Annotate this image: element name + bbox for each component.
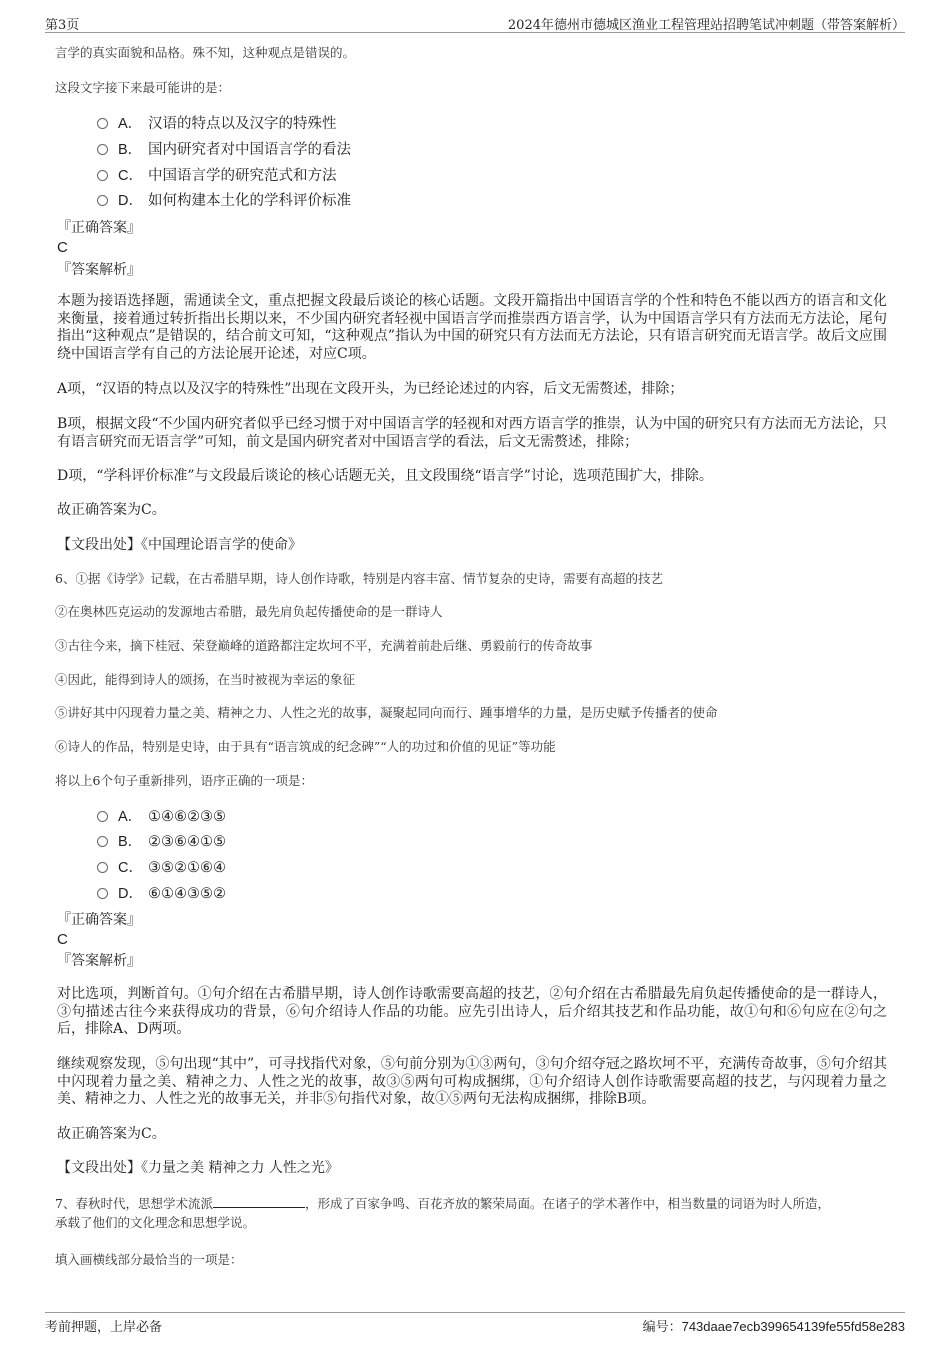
option-letter: B． — [118, 142, 143, 158]
q7-prompt: 填入画横线部分最恰当的一项是： — [55, 1252, 243, 1267]
footer-slogan: 考前押题，上岸必备 — [45, 1320, 163, 1335]
radio-icon[interactable] — [97, 888, 108, 899]
radio-icon[interactable] — [97, 862, 108, 873]
q6-option-d[interactable] — [97, 885, 226, 903]
q5-analysis-1: 本题为接语选择题，需通读全文，重点把握文段最后谈论的核心话题。文段开篇指出中国语言学的个性和特色不能以西方的语言和文化来衡量，接着通过转折指出长期以来，不少国内研究者轻视中国语言学而推崇西方语言学，认为中国语言学只有方法而无方法论，尾句指出“这种观点”是错误的，结合前文可知，“这种观点”指认为中国的研究只有方法而无方法论，只有语言研究而无语言学。故后文应围绕中国语言学有自己的方法论展开论述，对应C项。 — [57, 293, 887, 362]
q6-source: 【文段出处】《力量之美 精神之力 人性之光》 — [57, 1160, 339, 1176]
q6-prompt: 将以上6个句子重新排列，语序正确的一项是： — [55, 773, 313, 788]
q5-analysis-4: D项，“学科评价标准”与文段最后谈论的核心话题无关，且文段围绕“语言学”讨论，选项范围扩大，排除。 — [57, 468, 713, 484]
q6-sentence-2: ②在奥林匹克运动的发源地古希腊，最先肩负起传播使命的是一群诗人 — [55, 604, 443, 619]
document-title: 2024年德州市德城区渔业工程管理站招聘笔试冲刺题（带答案解析） — [507, 18, 905, 33]
page-number: 第3页 — [45, 18, 80, 33]
option-letter: D． — [118, 886, 143, 902]
q5-option-d[interactable] — [97, 192, 351, 210]
q6-sentence-5: ⑤讲好其中闪现着力量之美、精神之力、人性之光的故事，凝聚起同向而行、踵事增华的力量，是历史赋予传播者的使命 — [55, 705, 718, 720]
q5-analysis-3: B项，根据文段“不少国内研究者似乎已经习惯于对中国语言学的轻视和对西方语言学的推崇，认为中国的研究只有方法而无方法论，只有语言研究而无语言学”可知，前文是国内研究者对中国语言学的看法，后文无需赘述，排除； — [57, 416, 887, 450]
q6-sentence-3: ③古往今来，摘下桂冠、荣登巅峰的道路都注定坎坷不平，充满着前赴后继、勇毅前行的传奇故事 — [55, 638, 593, 653]
q6-option-a[interactable] — [97, 808, 226, 826]
q6-analysis-label: 『答案解析』 — [57, 953, 141, 969]
radio-icon[interactable] — [97, 144, 108, 155]
q5-stem-tail: 言学的真实面貌和品格。殊不知，这种观点是错误的。 — [55, 45, 356, 60]
q5-analysis-2: A项，“汉语的特点以及汉字的特殊性”出现在文段开头，为已经论述过的内容，后文无需赘述，排除； — [57, 381, 684, 397]
option-letter: C． — [118, 168, 143, 184]
footer-code: 743daae7ecb399654139fe55fd58e283 — [681, 1319, 905, 1334]
page-header — [45, 12, 905, 33]
q5-analysis-5: 故正确答案为C。 — [57, 502, 166, 518]
q5-answer-label: 『正确答案』 — [57, 220, 141, 236]
q5-answer: C — [57, 239, 68, 256]
q7-stem-after: ，形成了百家争鸣、百花齐放的繁荣局面。在诸子的学术著作中，相当数量的词语为时人所造， — [304, 1196, 830, 1211]
option-text: ②③⑥④①⑤ — [148, 834, 226, 850]
option-letter: D． — [118, 193, 143, 209]
q5-option-c[interactable] — [97, 167, 337, 185]
q6-analysis-1: 对比选项，判断首句。①句介绍在古希腊早期，诗人创作诗歌需要高超的技艺，②句介绍在古希腊最先肩负起传播使命的是一群诗人，③句描述古往今来获得成功的背景，⑥句介绍诗人作品的功能。应先引出诗人，后介绍其技艺和作品功能，故①句和⑥句应在②句之后，排除A、D两项。 — [57, 986, 887, 1037]
q5-prompt: 这段文字接下来最可能讲的是： — [55, 80, 231, 95]
option-text: 如何构建本土化的学科评价标准 — [148, 193, 351, 209]
q5-option-b[interactable] — [97, 141, 351, 159]
q6-sentence-4: ④因此，能得到诗人的颂扬，在当时被视为幸运的象征 — [55, 672, 356, 687]
radio-icon[interactable] — [97, 811, 108, 822]
radio-icon[interactable] — [97, 118, 108, 129]
q6-analysis-3: 故正确答案为C。 — [57, 1126, 166, 1142]
option-letter: A． — [118, 809, 143, 825]
option-text: ①④⑥②③⑤ — [148, 809, 226, 825]
radio-icon[interactable] — [97, 195, 108, 206]
option-text: 中国语言学的研究范式和方法 — [148, 168, 337, 184]
q5-source: 【文段出处】《中国理论语言学的使命》 — [57, 537, 302, 553]
fill-blank — [213, 1195, 305, 1208]
q6-option-b[interactable] — [97, 833, 226, 851]
q6-answer: C — [57, 931, 68, 948]
q5-analysis-label: 『答案解析』 — [57, 262, 141, 278]
q7-stem — [55, 1195, 905, 1213]
option-text: ⑥①④③⑤② — [148, 886, 226, 902]
footer-code-label: 编号： — [642, 1320, 682, 1335]
option-letter: B． — [118, 834, 143, 850]
option-letter: C． — [118, 860, 143, 876]
q6-sentence-1: 6、①据《诗学》记载，在古希腊早期，诗人创作诗歌，特别是内容丰富、情节复杂的史诗，需要有高超的技艺 — [55, 571, 663, 586]
q7-stem-before: 7、春秋时代，思想学术流派 — [55, 1196, 213, 1211]
q5-option-a[interactable] — [97, 115, 337, 133]
q6-option-c[interactable] — [97, 859, 226, 877]
q6-sentence-6: ⑥诗人的作品，特别是史诗，由于具有“语言筑成的纪念碑”“人的功过和价值的见证”等功能 — [55, 739, 556, 754]
q6-analysis-2: 继续观察发现，⑤句出现“其中”，可寻找指代对象，⑤句前分别为①③两句，③句介绍夺冠之路坎坷不平，充满传奇故事，⑤句介绍其中闪现着力量之美、精神之力、人性之光的故事，故③⑤两句可构成捆绑，①句介绍诗人创作诗歌需要高超的技艺，与闪现着力量之美、精神之力、人性之光的故事无关，并非⑤句指代对象，故①⑤两句无法构成捆绑，排除B项。 — [57, 1056, 887, 1107]
option-letter: A． — [118, 116, 143, 132]
radio-icon[interactable] — [97, 170, 108, 181]
radio-icon[interactable] — [97, 836, 108, 847]
page-footer — [45, 1312, 905, 1335]
footer-code-wrap — [643, 1316, 905, 1335]
option-text: 国内研究者对中国语言学的看法 — [148, 142, 351, 158]
q6-answer-label: 『正确答案』 — [57, 912, 141, 928]
option-text: ③⑤②①⑥④ — [148, 860, 226, 876]
q7-stem-line2: 承载了他们的文化理念和思想学说。 — [55, 1215, 256, 1230]
option-text: 汉语的特点以及汉字的特殊性 — [148, 116, 337, 132]
